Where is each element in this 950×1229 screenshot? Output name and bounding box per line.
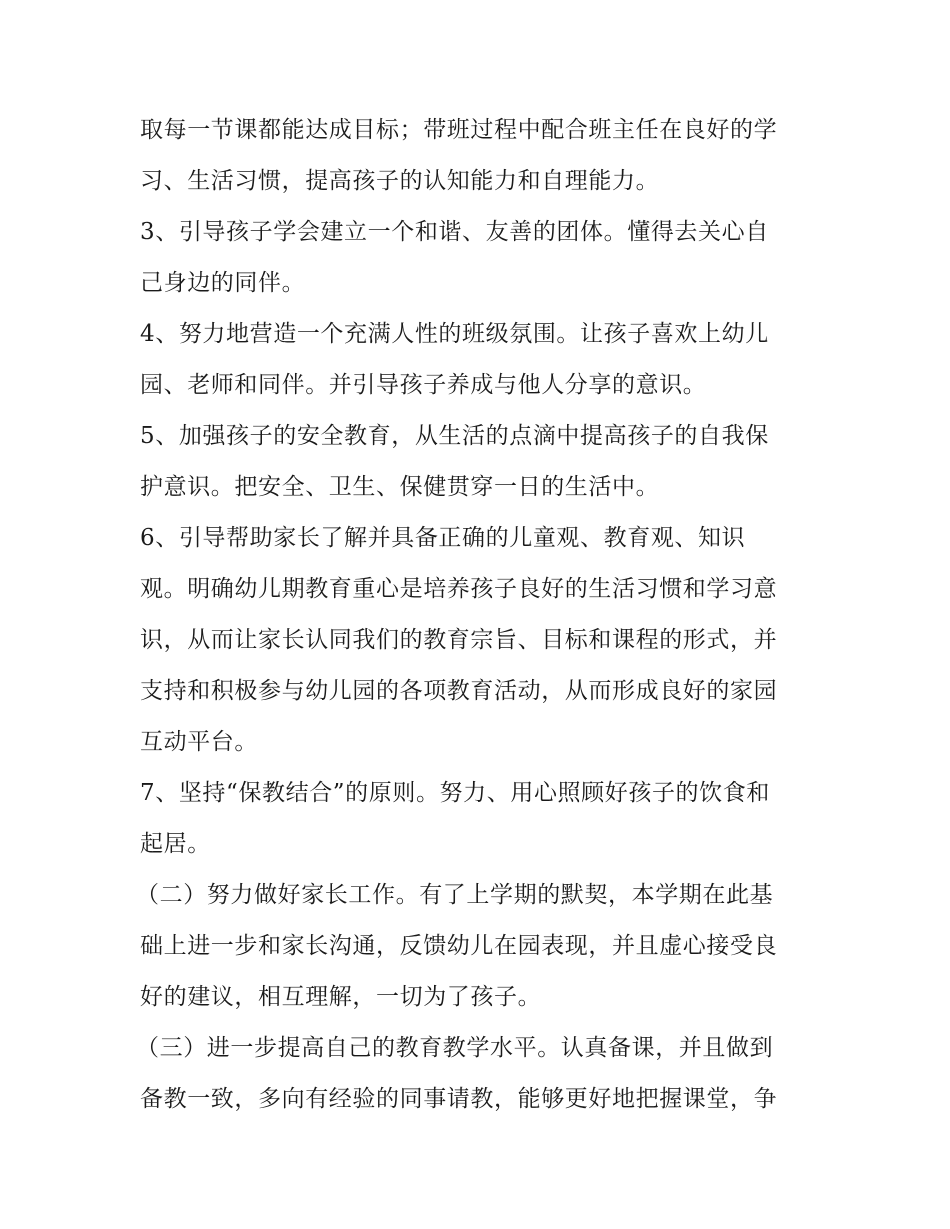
text-line: 6、引导帮助家长了解并具备正确的儿童观、教育观、知识	[140, 525, 746, 551]
text-line: 观。明确幼儿期教育重心是培养孩子良好的生活习惯和学习意	[140, 576, 778, 602]
text-line: 互动平台。	[140, 729, 258, 755]
text-line: 己身边的同伴。	[140, 270, 306, 296]
text-line: 好的建议，相互理解，一切为了孩子。	[140, 984, 542, 1010]
text-line: 取每一节课都能达成目标；带班过程中配合班主任在良好的学	[140, 117, 778, 143]
text-line: 园、老师和同伴。并引导孩子养成与他人分享的意识。	[140, 372, 707, 398]
text-line: 础上进一步和家长沟通，反馈幼儿在园表现，并且虚心接受良	[140, 933, 778, 959]
text-line: 护意识。把安全、卫生、保健贯穿一日的生活中。	[140, 474, 660, 500]
text-line: 4、努力地营造一个充满人性的班级氛围。让孩子喜欢上幼儿	[140, 321, 769, 347]
text-line: 3、引导孩子学会建立一个和谐、友善的团体。懂得去关心自	[140, 219, 769, 245]
text-line: 支持和积极参与幼儿园的各项教育活动，从而形成良好的家园	[140, 678, 778, 704]
text-line: 7、坚持“保教结合”的原则。努力、用心照顾好孩子的饮食和	[140, 780, 770, 806]
text-line: 备教一致，多向有经验的同事请教，能够更好地把握课堂，争	[140, 1086, 778, 1112]
text-line: （三）进一步提高自己的教育教学水平。认真备课，并且做到	[136, 1035, 774, 1061]
text-line: （二）努力做好家长工作。有了上学期的默契，本学期在此基	[136, 882, 774, 908]
text-line: 习、生活习惯，提高孩子的认知能力和自理能力。	[140, 168, 660, 194]
text-line: 5、加强孩子的安全教育，从生活的点滴中提高孩子的自我保	[140, 423, 769, 449]
document-body	[136, 105, 830, 1125]
text-line: 起居。	[140, 831, 211, 857]
text-line: 识，从而让家长认同我们的教育宗旨、目标和课程的形式，并	[140, 627, 778, 653]
